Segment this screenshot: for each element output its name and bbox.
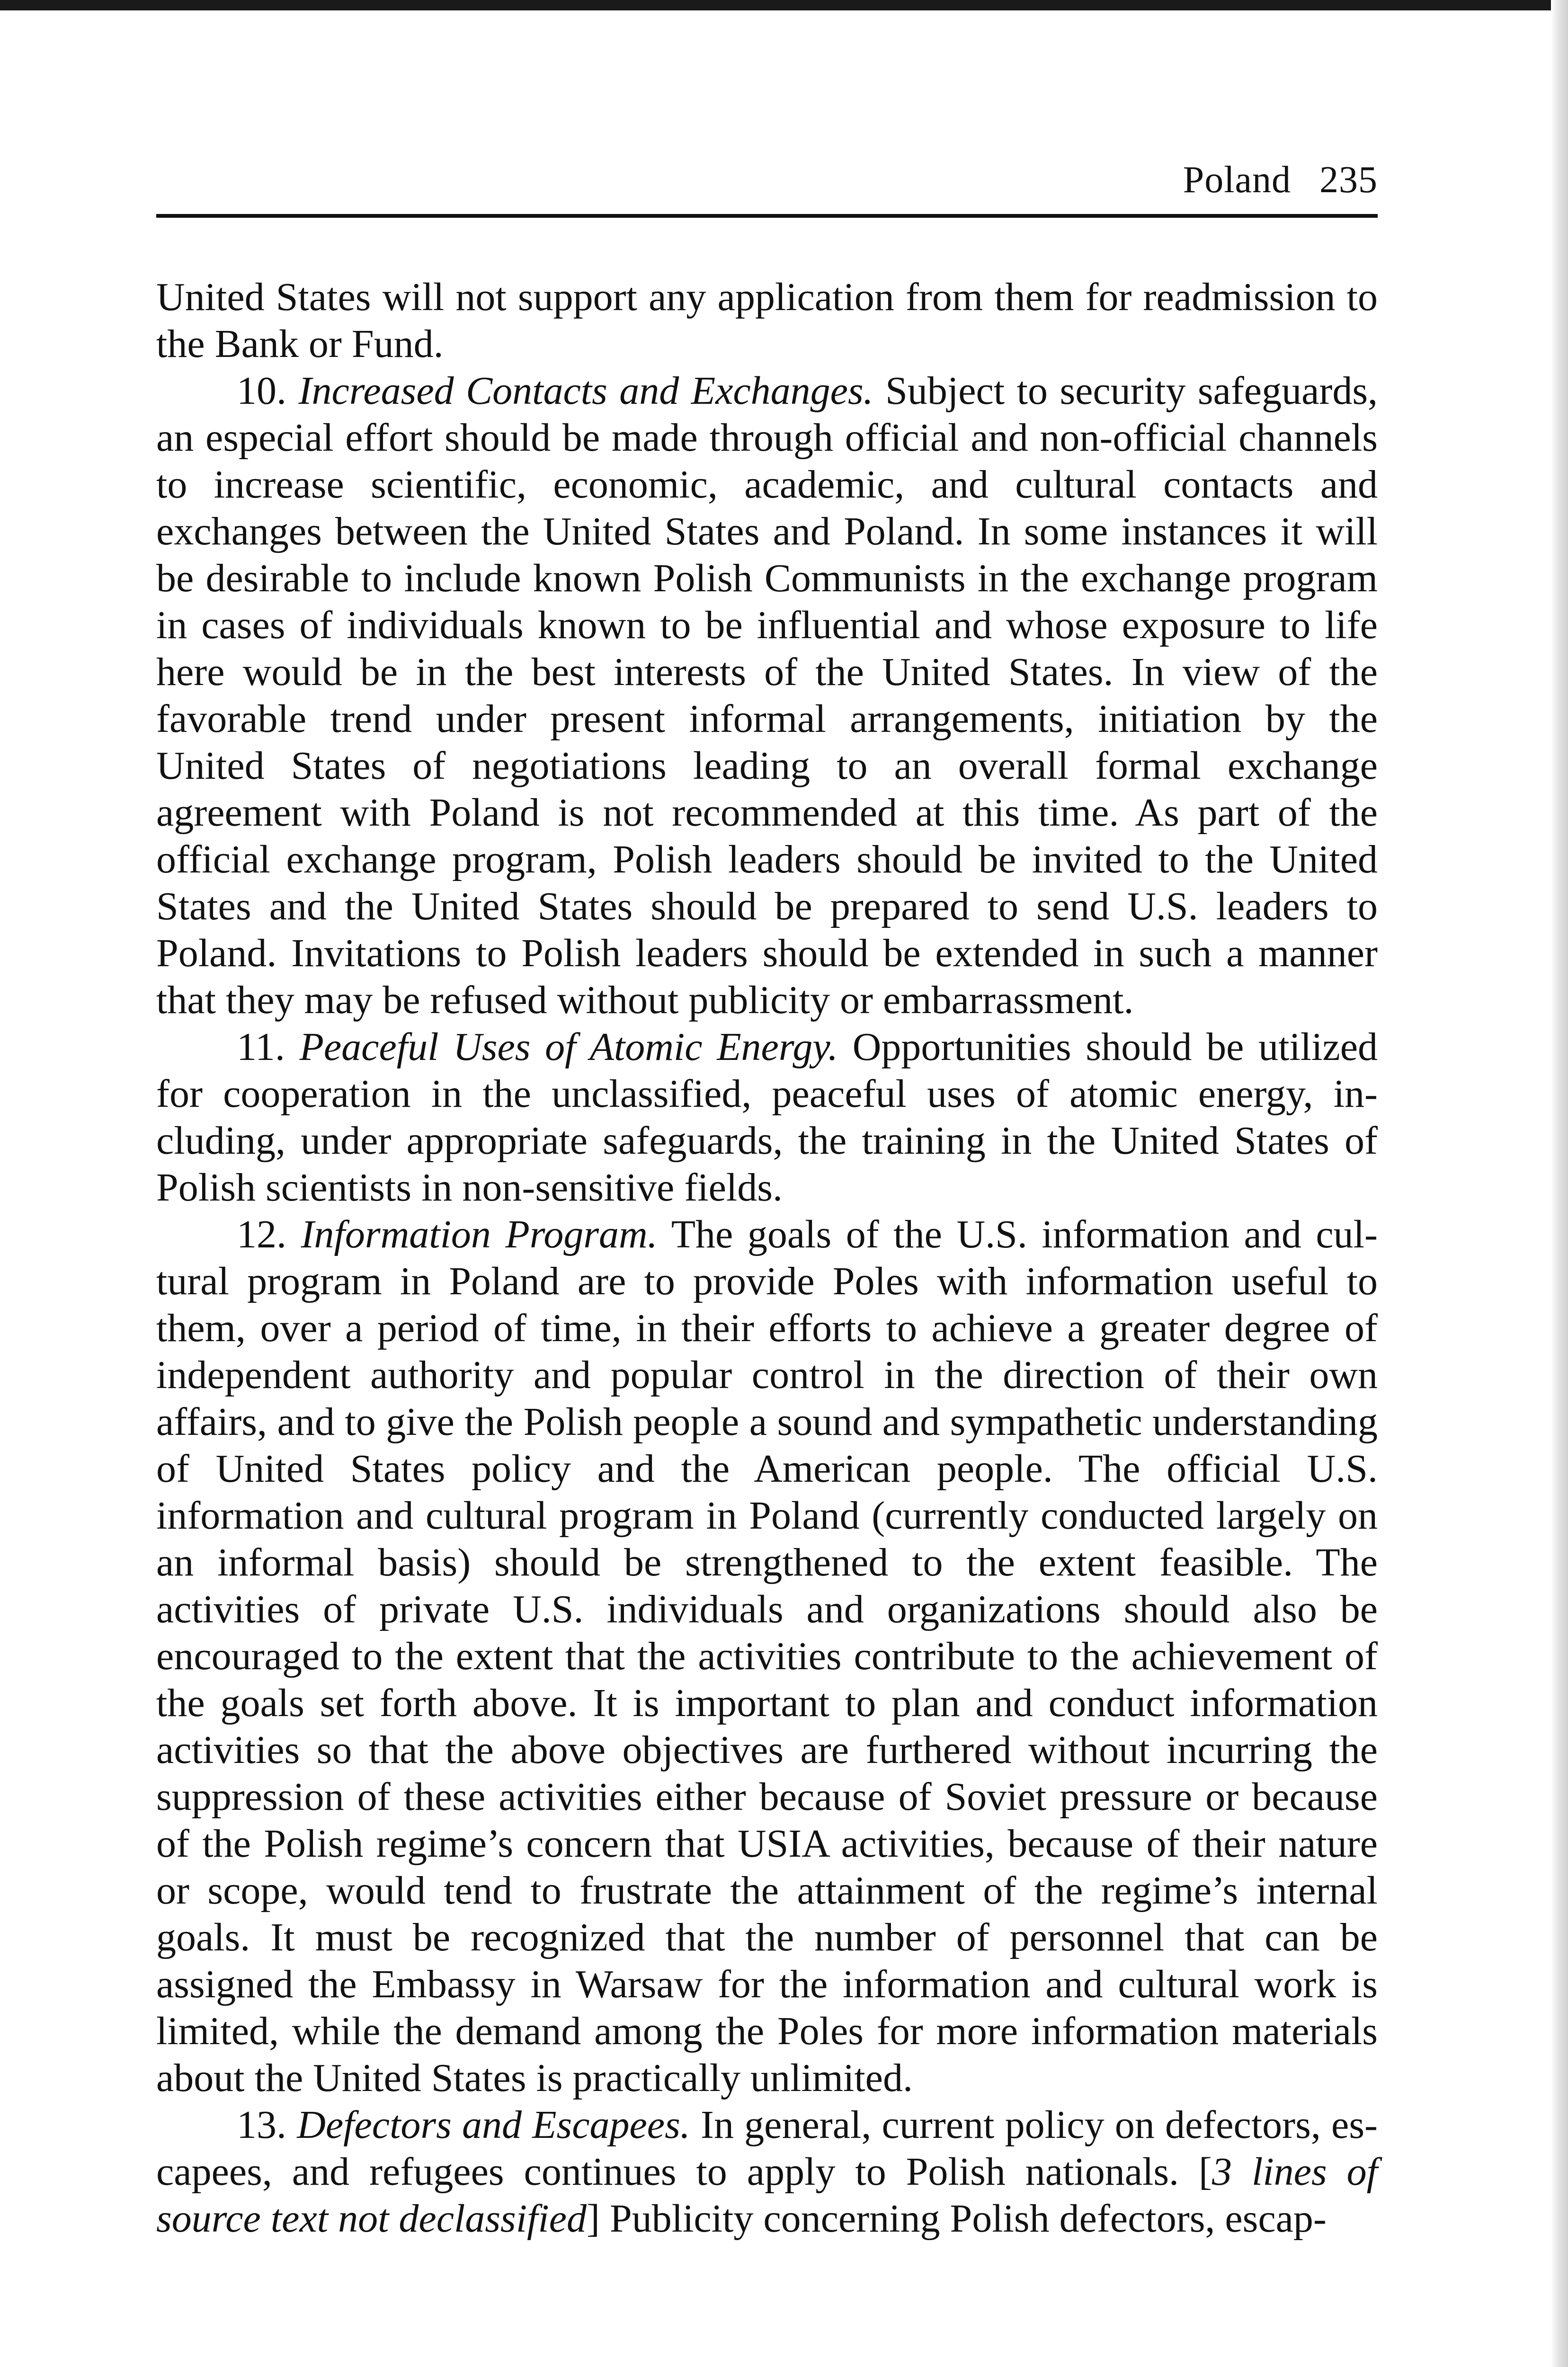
paragraph-13-defectors-escapees [156, 2101, 1378, 2242]
paragraph-number: 13. [237, 2103, 286, 2147]
paragraph-heading: Defectors and Escapees. [297, 2103, 690, 2147]
paragraph-continuation [156, 274, 1378, 367]
running-head-title: Poland [1183, 159, 1291, 201]
paragraph-text: Opportunities should be utilized for cooperation in the unclassified, peaceful uses of atomic energy, including, under appropriate safeguards, the training in the United States of Polish scientists in non-sensitive fields. [156, 1025, 1378, 1210]
paragraph-text: In general, current policy on defectors, escapees, and refugees continues to apply to Polish nationals. [ [156, 2103, 1378, 2194]
paragraph-12-information-program [156, 1211, 1378, 2101]
paragraph-heading: Increased Contacts and Exchanges. [298, 369, 873, 413]
paragraph-number: 12. [237, 1212, 286, 1256]
scan-right-edge [1551, 0, 1568, 2367]
paragraph-heading: Information Program. [301, 1212, 658, 1256]
running-head [156, 154, 1378, 206]
paragraph-11-atomic-energy [156, 1023, 1378, 1211]
paragraph-text-continued: ] Publicity concerning Polish defectors, escap- [587, 2197, 1327, 2241]
paragraph-number: 10. [237, 369, 286, 413]
paragraph-text: Subject to security safeguards, an especial effort should be made through official and non-official channels to increase scientific, economic, academic, and cultural contacts and exchanges between the United States and Poland. In some instances it will be desirable to include known Polish Communists in the exchange program in cases of individuals known to be influential and whose exposure to life here would be in the best interests of the United States. In view of the favorable trend under present informal arrangements, initiation by the United States of negotiations leading to an overall formal exchange agreement with Poland is not recommended at this time. As part of the official exchange program, Polish leaders should be invited to the United States and the United States should be prepared to send U.S. leaders to Poland. Invitations to Polish leaders should be extended in such a manner that they may be refused without publicity or embarrassment. [156, 369, 1378, 1022]
paragraph-text: United States will not support any application from them for readmission to the Bank or Fund. [156, 275, 1378, 366]
paragraph-heading: Peaceful Uses of Atomic Energy. [299, 1025, 838, 1069]
paragraph-text: The goals of the U.S. information and cultural program in Poland are to provide Poles with information useful to them, over a period of time, in their efforts to achieve a greater degree of independent authority and popular control in the direction of their own affairs, and to give the Polish people a sound and sympathetic understanding of United States policy and the American people. The official U.S. information and cultural program in Poland (currently conducted largely on an informal basis) should be strengthened to the extent feasible. The activities of private U.S. individuals and organizations should also be encouraged to the extent that the activities contribute to the achievement of the goals set forth above. It is important to plan and conduct information activities so that the above objectives are furthered without incurring the suppression of these activities either because of Soviet pressure or because of the Polish regime’s concern that USIA activities, because of their nature or scope, would tend to frustrate the attainment of the regime’s internal goals. It must be recognized that the number of personnel that can be assigned the Embassy in Warsaw for the information and cultural work is limited, while the demand among the Poles for more information materials about the United States is practically unlimited. [156, 1212, 1378, 2100]
paragraph-10-contacts-exchanges [156, 367, 1378, 1023]
document-body [156, 274, 1378, 2242]
scan-top-edge [0, 0, 1568, 10]
header-rule [156, 214, 1378, 218]
page-number: 235 [1319, 159, 1378, 201]
paragraph-number: 11. [237, 1025, 285, 1069]
editorial-note: 3 lines of source text not declassified [156, 2150, 1378, 2241]
